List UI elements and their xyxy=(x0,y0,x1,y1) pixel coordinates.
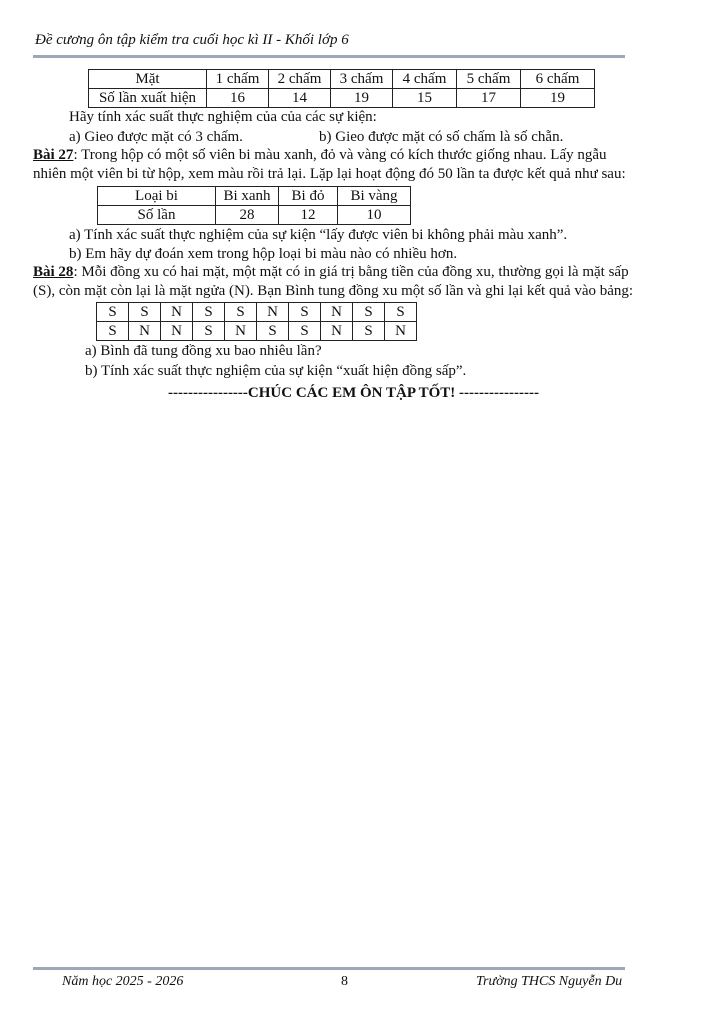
q27-line-1 xyxy=(33,147,607,164)
table-cell: N xyxy=(161,322,193,341)
q28-part-a: a) Bình đã tung đồng xu bao nhiêu lần? xyxy=(85,343,322,359)
table-cell: Mặt xyxy=(89,70,207,89)
table-cell: N xyxy=(225,322,257,341)
table-cell: 14 xyxy=(269,89,331,108)
table-cell: Số lần xyxy=(98,206,216,225)
q28-line-1 xyxy=(33,264,629,281)
header-rule xyxy=(33,55,625,58)
table-cell: S xyxy=(225,303,257,322)
table-row xyxy=(98,206,411,225)
table-row xyxy=(97,322,417,341)
q27-text-2: nhiên một viên bi từ hộp, xem màu rồi trả lại. Lặp lại hoạt động đó 50 lần ta được kết quả như sau: xyxy=(33,166,626,182)
page-header: Đề cương ôn tập kiểm tra cuối học kì II - Khối lớp 6 xyxy=(35,32,349,48)
q27-part-b: b) Em hãy dự đoán xem trong hộp loại bi màu nào có nhiều hơn. xyxy=(69,246,458,262)
table-cell: S xyxy=(193,322,225,341)
footer-year: Năm học 2025 - 2026 xyxy=(62,974,184,989)
table-cell: 3 chấm xyxy=(331,70,393,89)
coin-toss-table xyxy=(96,302,417,341)
page-number: 8 xyxy=(341,974,348,989)
table-cell: 1 chấm xyxy=(207,70,269,89)
table-cell: Bi đỏ xyxy=(279,187,338,206)
table-row xyxy=(98,187,411,206)
q26-part-b: b) Gieo được mặt có số chấm là số chẵn. xyxy=(319,129,564,145)
q26-part-a: a) Gieo được mặt có 3 chấm. xyxy=(69,129,243,145)
q27-part-a: a) Tính xác suất thực nghiệm của sự kiện “lấy được viên bi không phải màu xanh”. xyxy=(69,227,568,243)
table-cell: 19 xyxy=(331,89,393,108)
q28-part-b: b) Tính xác suất thực nghiệm của sự kiện “xuất hiện đồng sấp”. xyxy=(85,363,467,379)
table-cell: S xyxy=(97,322,129,341)
table-cell: Loại bi xyxy=(98,187,216,206)
table-cell: S xyxy=(129,303,161,322)
q27-text-1: : Trong hộp có một số viên bi màu xanh, đỏ và vàng có kích thước giống nhau. Lấy ngẫu xyxy=(73,147,607,163)
table-cell: N xyxy=(385,322,417,341)
table-cell: 5 chấm xyxy=(457,70,521,89)
table-cell: N xyxy=(161,303,193,322)
table-cell: Số lần xuất hiện xyxy=(89,89,207,108)
table-cell: N xyxy=(321,303,353,322)
closing-message: ----------------CHÚC CÁC EM ÔN TẬP TỐT! ---------------- xyxy=(168,385,539,401)
table-cell: S xyxy=(289,322,321,341)
q28-text-1: : Mỗi đồng xu có hai mặt, một mặt có in giá trị bằng tiền của đồng xu, thường gọi là mặt sấp xyxy=(73,264,629,280)
table-cell: S xyxy=(385,303,417,322)
table-cell: 2 chấm xyxy=(269,70,331,89)
table-cell: N xyxy=(129,322,161,341)
table-cell: 28 xyxy=(216,206,279,225)
marbles-table xyxy=(97,186,411,225)
table-cell: S xyxy=(257,322,289,341)
table-cell: Bi vàng xyxy=(338,187,411,206)
table-cell: 15 xyxy=(393,89,457,108)
table-cell: S xyxy=(353,322,385,341)
table-row xyxy=(89,89,595,108)
table-cell: 12 xyxy=(279,206,338,225)
q28-label: Bài 28 xyxy=(33,264,74,280)
table-cell: 6 chấm xyxy=(521,70,595,89)
table-cell: 10 xyxy=(338,206,411,225)
footer-rule xyxy=(33,967,625,970)
table-cell: S xyxy=(97,303,129,322)
table-cell: S xyxy=(193,303,225,322)
table-cell: 4 chấm xyxy=(393,70,457,89)
table-cell: Bi xanh xyxy=(216,187,279,206)
table-cell: 16 xyxy=(207,89,269,108)
table-cell: S xyxy=(353,303,385,322)
table-cell: S xyxy=(289,303,321,322)
table-cell: 17 xyxy=(457,89,521,108)
q26-prompt: Hãy tính xác suất thực nghiệm của của các sự kiện: xyxy=(69,109,377,125)
table-row xyxy=(89,70,595,89)
footer-school: Trường THCS Nguyễn Du xyxy=(476,974,623,989)
table-cell: N xyxy=(321,322,353,341)
dice-results-table xyxy=(88,69,595,108)
table-cell: N xyxy=(257,303,289,322)
q27-label: Bài 27 xyxy=(33,147,74,163)
q28-text-2: (S), còn mặt còn lại là mặt ngửa (N). Bạn Bình tung đồng xu một số lần và ghi lại kết quả vào bảng: xyxy=(33,283,634,299)
table-cell: 19 xyxy=(521,89,595,108)
table-row xyxy=(97,303,417,322)
